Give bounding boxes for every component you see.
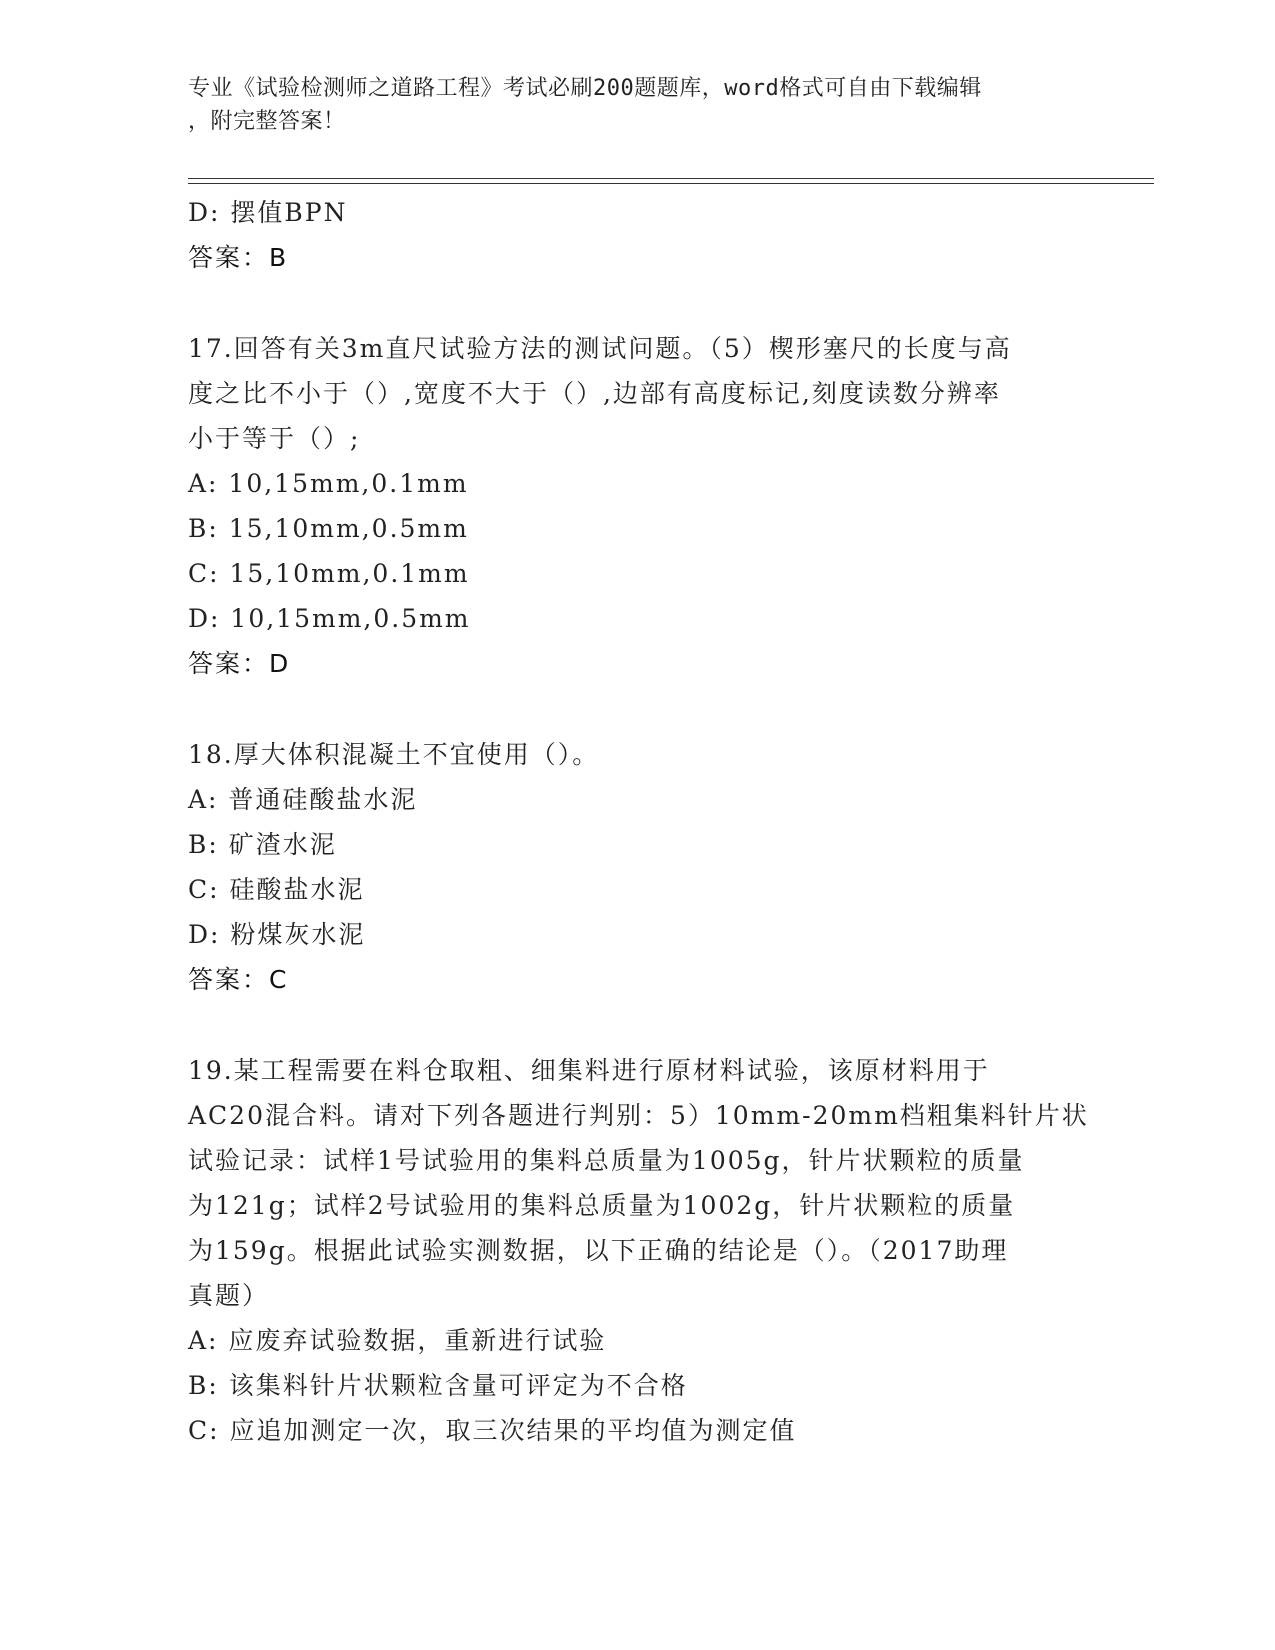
q19-stem [188,1048,1088,1318]
q18-option-b: B: 矿渣水泥 [188,830,337,859]
q17-option-a: A: 10,15mm,0.1mm [188,469,469,498]
spacer [188,1002,1088,1048]
q19-stem-line: 为159g。根据此试验实测数据，以下正确的结论是（）。（2017助理 [188,1236,1009,1265]
header-rule-top [188,178,1154,179]
header-rule-bottom [188,183,1154,184]
q18-answer: 答案：C [188,965,289,994]
q17-stem-line: 17.回答有关3m直尺试验方法的测试问题。（5）楔形塞尺的长度与高 [188,334,1012,363]
q17-answer: 答案：D [188,649,291,678]
q17-option-c: C: 15,10mm,0.1mm [188,559,470,588]
q17-option-b: B: 15,10mm,0.5mm [188,514,469,543]
q17-stem-line: 度之比不小于（）,宽度不大于（）,边部有高度标记,刻度读数分辨率 [188,379,1001,408]
q19-stem-line: 试验记录：试样1号试验用的集料总质量为1005g，针片状颗粒的质量 [188,1146,1025,1175]
q18-option-d: D: 粉煤灰水泥 [188,920,366,949]
q16-answer: 答案：B [188,243,289,272]
q19-stem-line: 真题） [188,1281,270,1310]
q17-stem [188,326,1088,461]
spacer [188,280,1088,326]
q16-option-d: D: 摆值BPN [188,198,348,227]
q17-stem-line: 小于等于（）; [188,424,361,453]
q19-stem-line: AC20混合料。请对下列各题进行判别：5）10mm-20mm档粗集料针片状 [188,1101,1089,1130]
q19-option-c: C: 应追加测定一次，取三次结果的平均值为测定值 [188,1416,797,1445]
header-title-line-1: 专业《试验检测师之道路工程》考试必刷200题题库，word格式可自由下载编辑 [188,76,982,101]
document-header [188,72,1068,138]
q18-stem: 18.厚大体积混凝土不宜使用（）。 [188,740,600,769]
q19-option-a: A: 应废弃试验数据，重新进行试验 [188,1326,607,1355]
spacer [188,686,1088,732]
q19-stem-line: 为121g；试样2号试验用的集料总质量为1002g，针片状颗粒的质量 [188,1191,1016,1220]
q17-option-d: D: 10,15mm,0.5mm [188,604,471,633]
q19-stem-line: 19.某工程需要在料仓取粗、细集料进行原材料试验，该原材料用于 [188,1056,990,1085]
header-title-line-2: ，附完整答案！ [188,109,346,134]
question-content [188,190,1088,1453]
q18-option-c: C: 硅酸盐水泥 [188,875,365,904]
q19-option-b: B: 该集料针片状颗粒含量可评定为不合格 [188,1371,688,1400]
q18-option-a: A: 普通硅酸盐水泥 [188,785,418,814]
